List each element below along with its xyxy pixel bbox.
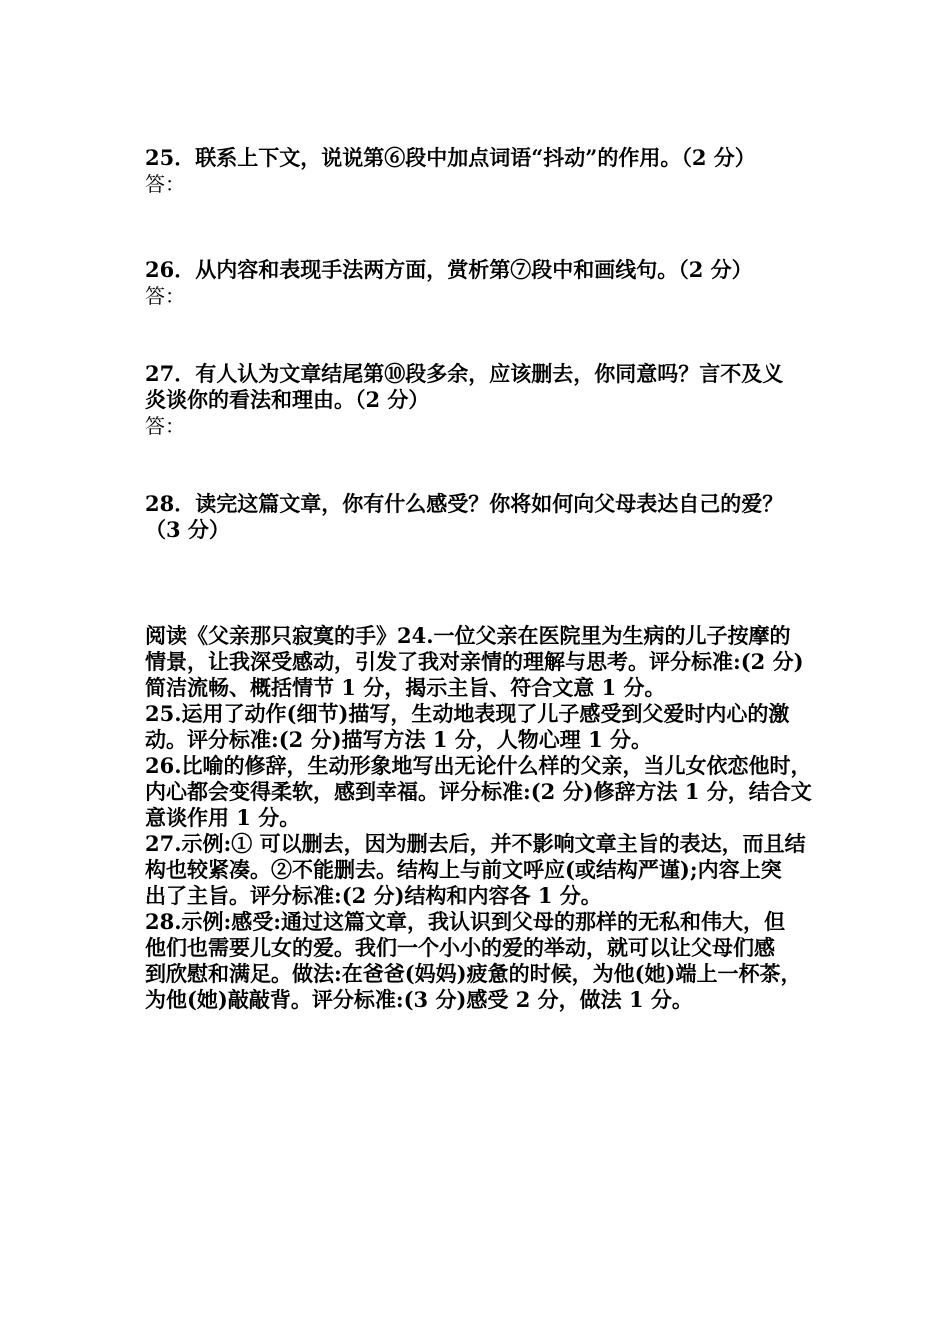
answer-key [145, 623, 813, 1013]
answer-key-line: 情景，让我深受感动，引发了我对亲情的理解与思考。评分标准:(2 分) [145, 649, 804, 674]
question-25 [145, 145, 813, 197]
answer-key-line: 内心都会变得柔软，感到幸福。评分标准:(2 分)修辞方法 1 分，结合文 [145, 779, 812, 804]
answer-key-line: 他们也需要儿女的爱。我们一个小小的爱的举动，就可以让父母们感 [145, 935, 775, 960]
question-text: 26．从内容和表现手法两方面，赏析第⑦段中和画线句。（2 分） [145, 257, 753, 282]
answer-label: 答： [145, 414, 185, 438]
answer-key-line: 阅读《父亲那只寂寞的手》24.一位父亲在医院里为生病的儿子按摩的 [145, 623, 791, 648]
document-page [145, 145, 813, 1013]
answer-key-line: 28.示例:感受:通过这篇文章，我认识到父母的那样的无私和伟大，但 [145, 909, 786, 934]
answer-key-line: 到欣慰和满足。做法:在爸爸(妈妈)疲惫的时候，为他(她)端上一杯茶， [145, 961, 802, 986]
question-text: （3 分） [145, 517, 230, 542]
answer-label: 答： [145, 284, 185, 308]
answer-key-line: 为他(她)敲敲背。评分标准:(3 分)感受 2 分，做法 1 分。 [145, 987, 693, 1012]
answer-key-line: 动。评分标准:(2 分)描写方法 1 分，人物心理 1 分。 [145, 727, 653, 752]
answer-key-line: 26.比喻的修辞，生动形象地写出无论什么样的父亲，当儿女依恋他时， [145, 753, 812, 778]
answer-key-line: 25.运用了动作(细节)描写，生动地表现了儿子感受到父爱时内心的激 [145, 701, 790, 726]
answer-key-line: 构也较紧凑。②不能删去。结构上与前文呼应(或结构严谨);内容上突 [145, 857, 782, 882]
question-text: 25．联系上下文，说说第⑥段中加点词语“抖动”的作用。（2 分） [145, 145, 756, 170]
question-text: 27．有人认为文章结尾第⑩段多余，应该删去，你同意吗？言不及义 [145, 361, 784, 386]
question-28 [145, 491, 813, 543]
question-27 [145, 361, 813, 439]
answer-key-line: 27.示例:① 可以删去，因为删去后，并不影响文章主旨的表达，而且结 [145, 831, 806, 856]
answer-key-line: 出了主旨。评分标准:(2 分)结构和内容各 1 分。 [145, 883, 602, 908]
question-text: 28．读完这篇文章，你有什么感受？你将如何向父母表达自己的爱？ [145, 491, 784, 516]
answer-label: 答： [145, 172, 185, 196]
question-text: 炎谈你的看法和理由。（2 分） [145, 387, 430, 412]
answer-key-line: 意谈作用 1 分。 [145, 805, 301, 830]
question-26 [145, 257, 813, 309]
answer-key-line: 简洁流畅、概括情节 1 分，揭示主旨、符合文意 1 分。 [145, 675, 666, 700]
